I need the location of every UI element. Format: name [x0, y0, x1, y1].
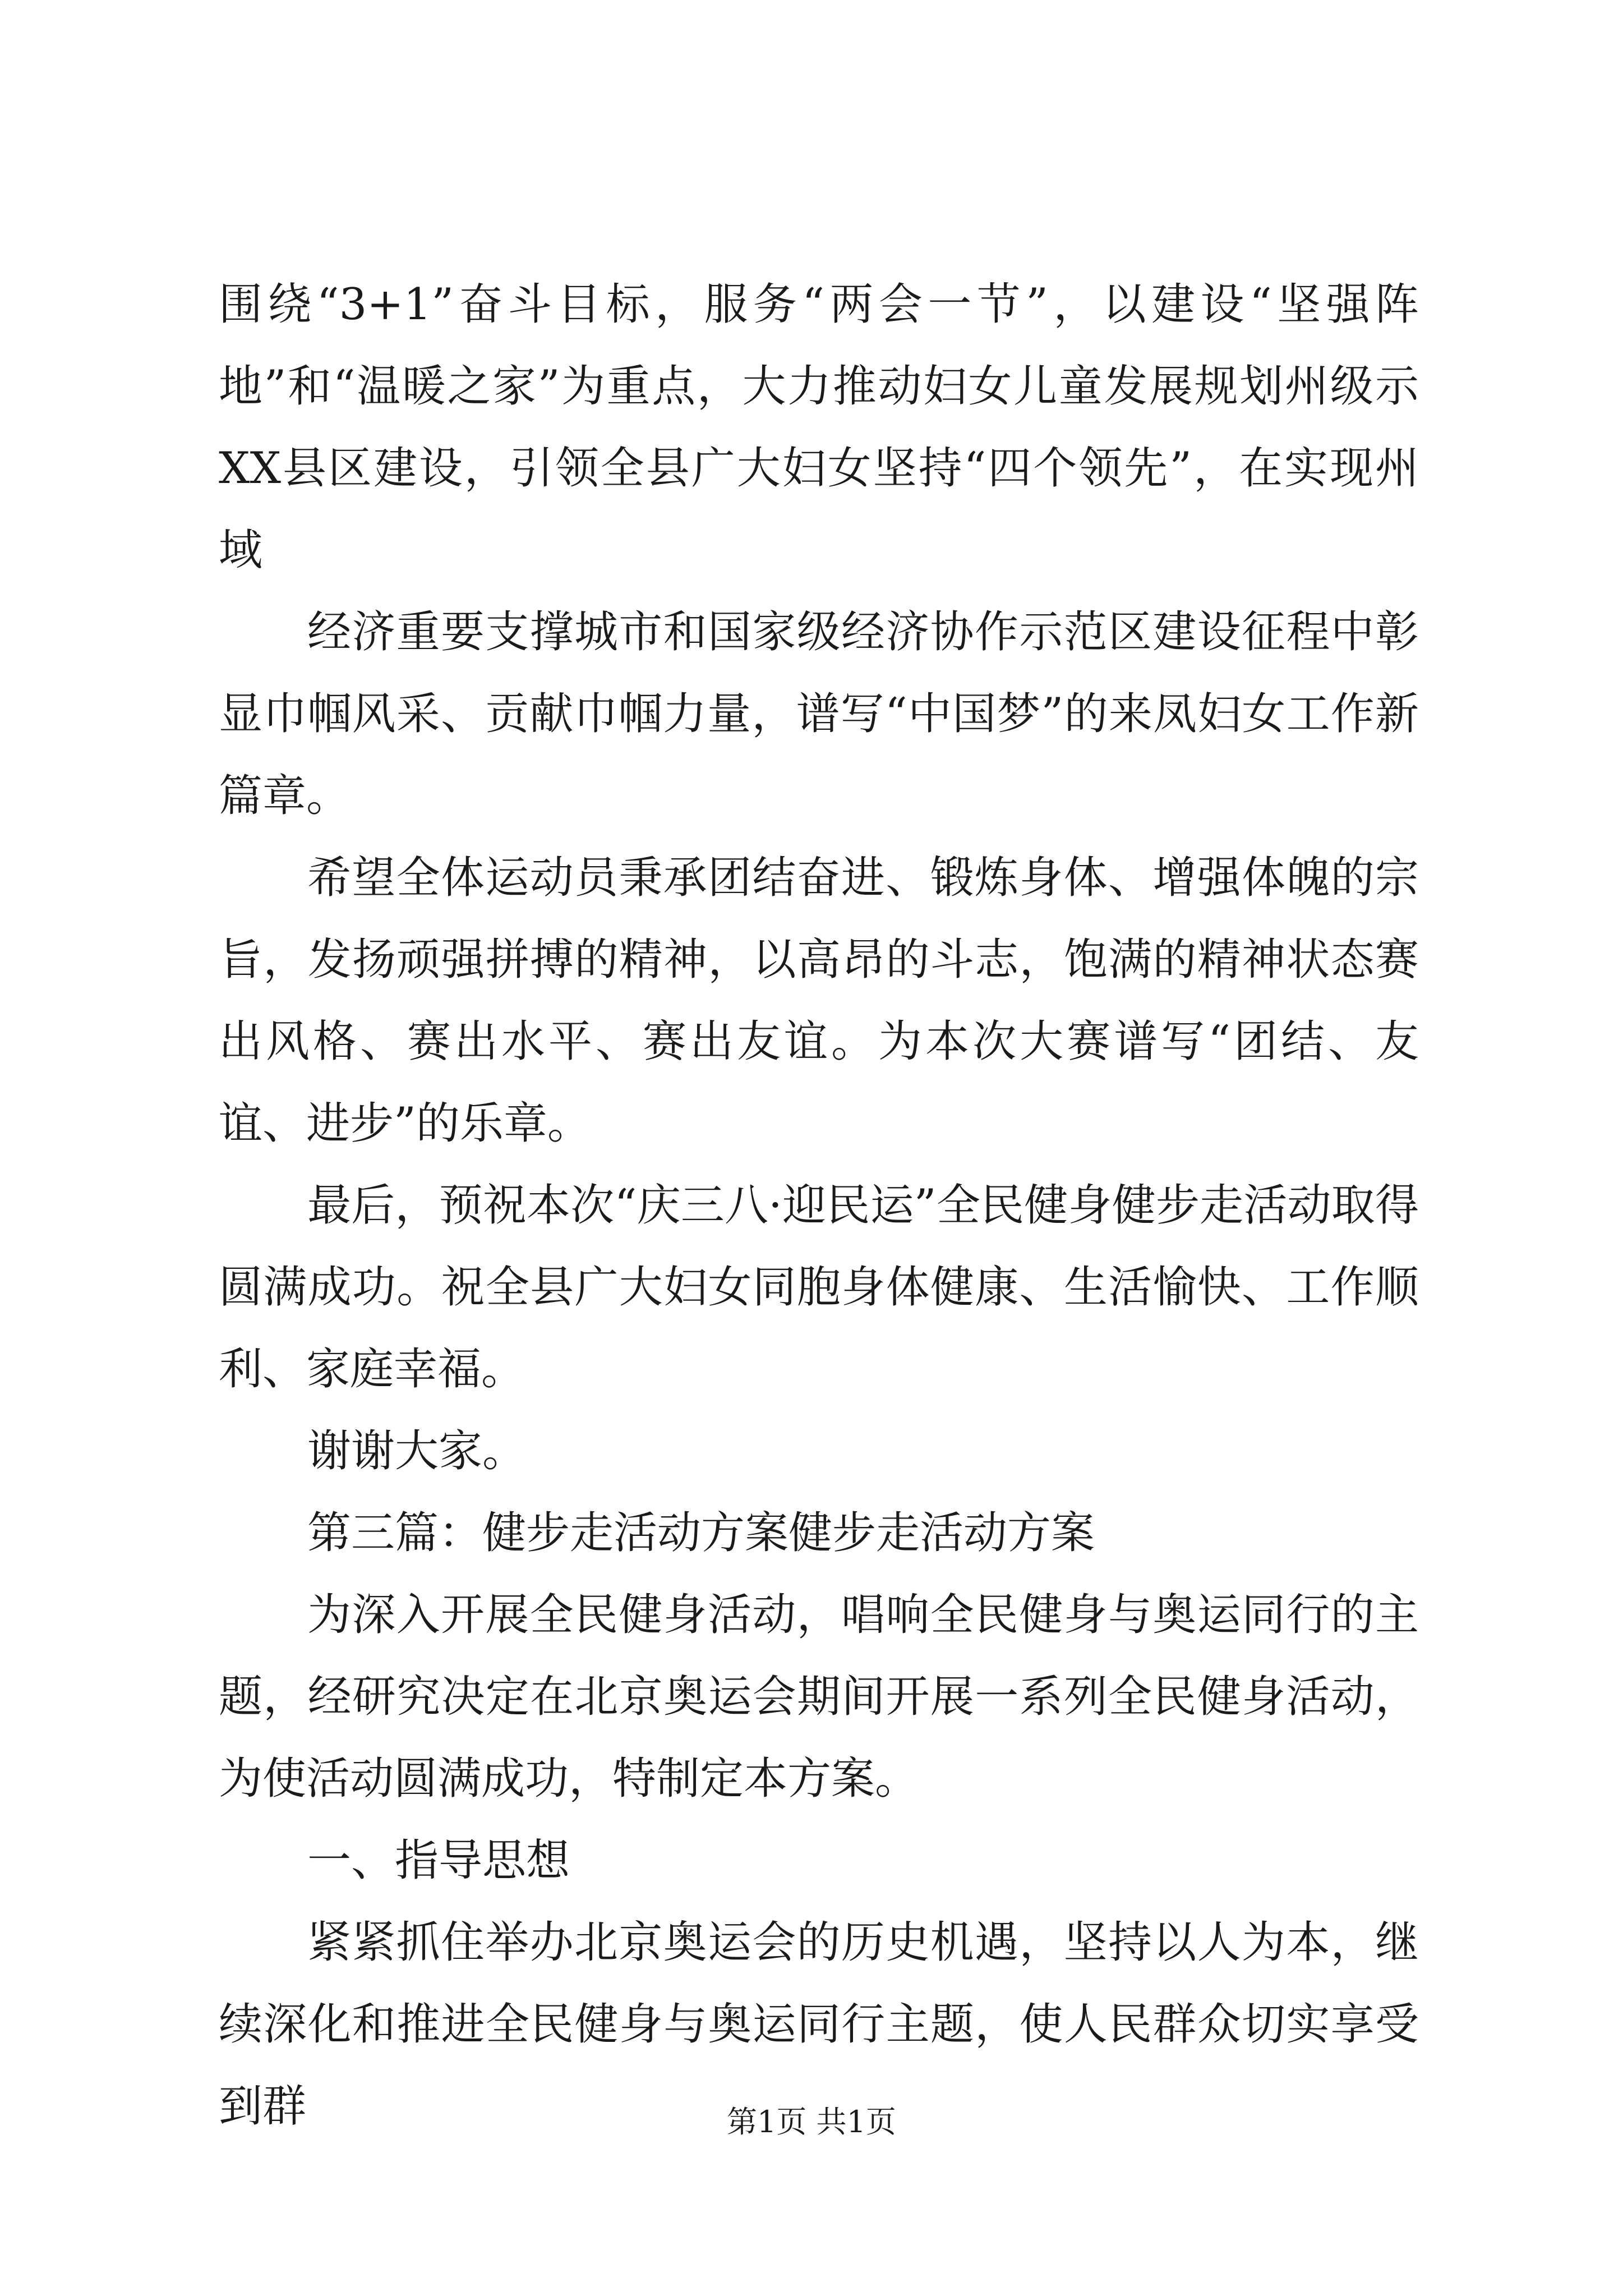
- paragraph-3: 希望全体运动员秉承团结奋进、锻炼身体、增强体魄的宗旨，发扬顽强拼搏的精神，以高昂的斗志，饱满的精神状态赛出风格、赛出水平、赛出友谊。为本次大赛谱写“团结、友谊、进步”的乐章。: [219, 853, 1419, 1149]
- paragraph-1: 围绕“3+1”奋斗目标，服务“两会一节”，以建设“坚强阵地”和“温暖之家”为重点，大力推动妇女儿童发展规划州级示XX县区建设，引领全县广大妇女坚持“四个领先”，在实现州域: [219, 279, 1419, 576]
- paragraph-4: 最后，预祝本次“庆三八·迎民运”全民健身健步走活动取得圆满成功。祝全县广大妇女同胞身体健康、生活愉快、工作顺利、家庭幸福。: [219, 1180, 1419, 1395]
- document-body: [219, 264, 1419, 2147]
- paragraph-5: 谢谢大家。: [307, 1426, 527, 1476]
- subheading-guiding-ideology: 一、指导思想: [307, 1835, 570, 1886]
- paragraph-7: 为深入开展全民健身活动，唱响全民健身与奥运同行的主题，经研究决定在北京奥运会期间开展一系列全民健身活动，为使活动圆满成功，特制定本方案。: [219, 1590, 1419, 1804]
- page-footer: 第1页 共1页: [727, 2104, 896, 2139]
- paragraph-9: 紧紧抓住举办北京奥运会的历史机遇，坚持以人为本，继续深化和推进全民健身与奥运同行主题，使人民群众切实享受到群: [219, 1917, 1419, 2132]
- section-heading-3: 第三篇：健步走活动方案健步走活动方案: [307, 1508, 1095, 1558]
- paragraph-2: 经济重要支撑城市和国家级经济协作示范区建设征程中彰显巾帼风采、贡献巾帼力量，谱写“中国梦”的来凤妇女工作新篇章。: [219, 607, 1419, 821]
